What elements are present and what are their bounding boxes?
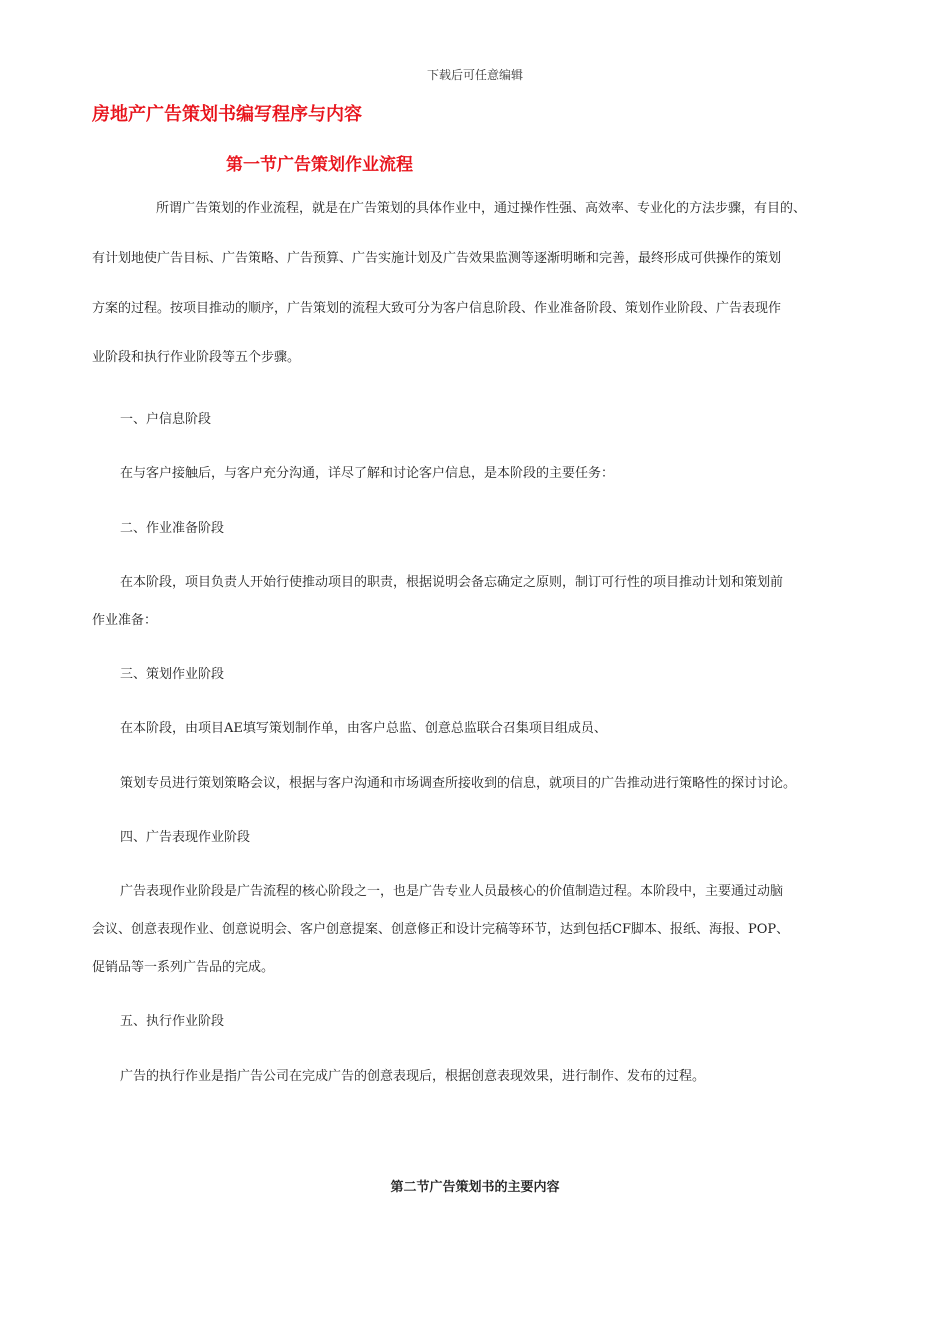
stage3-line-2: 策划专员进行策划策略会议，根据与客户沟通和市场调查所接收到的信息，就项目的广告推动进行策略性的探讨讨论。	[120, 776, 797, 791]
header-note: 下载后可任意编辑	[426, 68, 523, 82]
stage3-line-1: 在本阶段，由项目AE填写策划制作单，由客户总监、创意总监联合召集项目组成员、	[120, 721, 607, 736]
stage2-heading: 二、作业准备阶段	[120, 521, 225, 536]
section2-title: 第二节广告策划书的主要内容	[390, 1180, 560, 1195]
stage4-line-2: 会议、创意表现作业、创意说明会、客户创意提案、创意修正和设计完稿等环节，达到包括CF脚本、报纸、海报、POP、	[92, 922, 790, 937]
stage2-line-1: 在本阶段，项目负责人开始行使推动项目的职责，根据说明会备忘确定之原则，制订可行性的项目推动计划和策划前	[120, 575, 784, 590]
stage1-line-1: 在与客户接触后，与客户充分沟通，详尽了解和讨论客户信息，是本阶段的主要任务：	[120, 466, 615, 481]
intro-line-1: 所谓广告策划的作业流程，就是在广告策划的具体作业中，通过操作性强、高效率、专业化的方法步骤，有目的、	[156, 201, 807, 216]
stage1-heading: 一、户信息阶段	[120, 412, 212, 427]
stage4-line-1: 广告表现作业阶段是广告流程的核心阶段之一，也是广告专业人员最核心的价值制造过程。本阶段中，主要通过动脑	[120, 884, 784, 899]
section1-title: 第一节广告策划作业流程	[226, 155, 413, 175]
stage4-heading: 四、广告表现作业阶段	[120, 830, 251, 845]
stage2-line-2: 作业准备：	[92, 613, 158, 628]
intro-line-2: 有计划地使广告目标、广告策略、广告预算、广告实施计划及广告效果监测等逐渐明晰和完善，最终形成可供操作的策划	[92, 251, 782, 266]
document-title: 房地产广告策划书编写程序与内容	[92, 104, 362, 125]
intro-line-3: 方案的过程。按项目推动的顺序，广告策划的流程大致可分为客户信息阶段、作业准备阶段、策划作业阶段、广告表现作	[92, 301, 782, 316]
intro-line-4: 业阶段和执行作业阶段等五个步骤。	[92, 350, 301, 365]
stage3-heading: 三、策划作业阶段	[120, 667, 225, 682]
stage4-line-3: 促销品等一系列广告品的完成。	[92, 960, 275, 975]
stage5-heading: 五、执行作业阶段	[120, 1014, 225, 1029]
stage5-line-1: 广告的执行作业是指广告公司在完成广告的创意表现后，根据创意表现效果，进行制作、发布的过程。	[120, 1069, 706, 1084]
